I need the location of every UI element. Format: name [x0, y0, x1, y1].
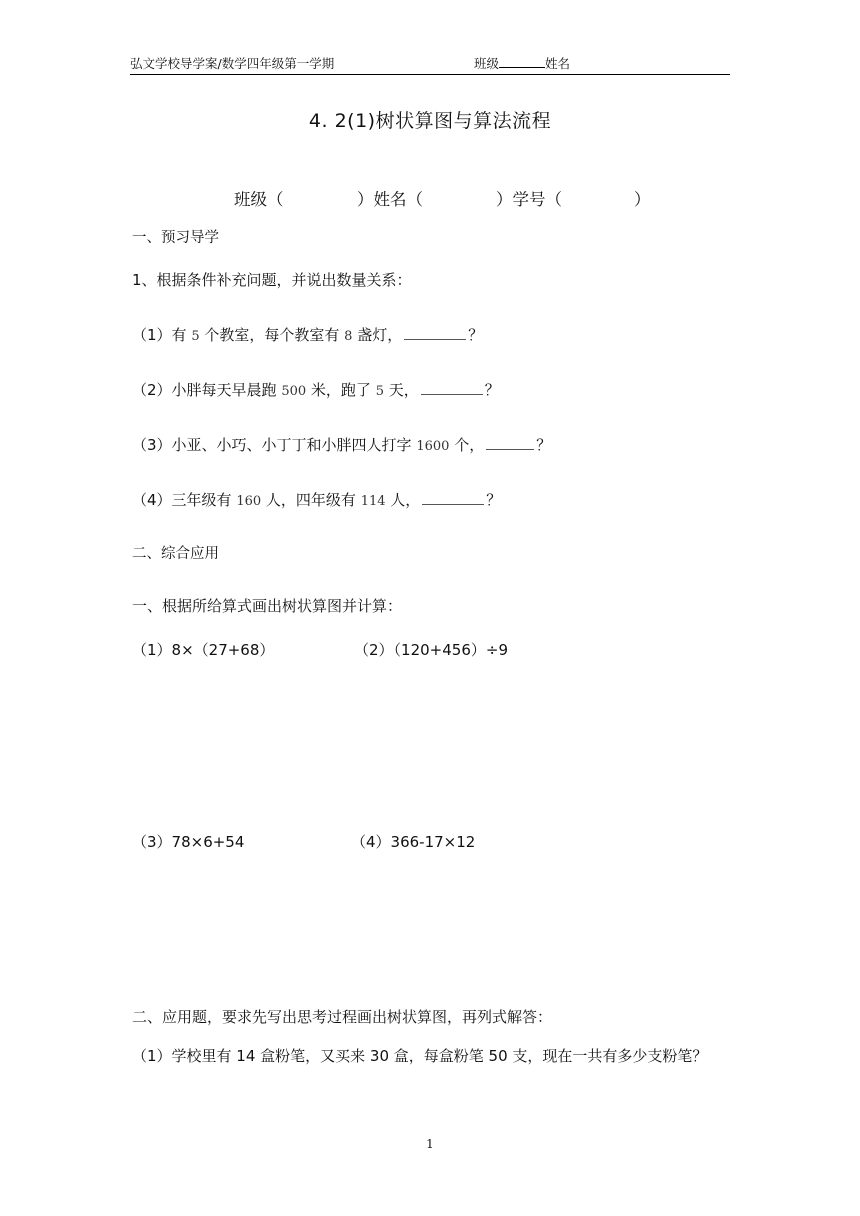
item-text: （1）有 — [132, 326, 192, 344]
item-text: ？ — [468, 326, 484, 344]
item-text: （4）三年级有 — [132, 491, 237, 509]
question-item — [132, 434, 551, 455]
answer-blank[interactable] — [421, 393, 483, 395]
item-number: 5 — [191, 329, 200, 344]
part2-heading: 二、应用题，要求先写出思考过程画出树状算图，再列式解答： — [132, 1008, 553, 1026]
item-text: 盏灯， — [352, 326, 403, 344]
item-text: 人，四年级有 — [261, 491, 361, 509]
item-text: 个， — [449, 436, 485, 454]
item-number: 114 — [360, 494, 386, 509]
part1-heading: 一、根据所给算式画出树状算图并计算： — [132, 597, 403, 615]
info-close: ） — [634, 190, 651, 209]
item-number: 500 — [281, 384, 307, 399]
item-text: ？ — [486, 491, 502, 509]
section-preview-heading: 一、预习导学 — [132, 230, 219, 246]
expression-2: （2）（120+456）÷9 — [354, 641, 508, 659]
header-class-label: 班级 — [474, 56, 500, 71]
item-number: 160 — [236, 494, 262, 509]
header-rule — [130, 74, 730, 75]
word-problem-1: （1）学校里有 14 盒粉笔，又买来 30 盒，每盒粉笔 50 支，现在一共有多少支粉笔？ — [132, 1047, 708, 1065]
answer-blank[interactable] — [422, 503, 484, 505]
item-number: 1600 — [416, 439, 450, 454]
answer-blank[interactable] — [486, 448, 534, 450]
question-1-intro: 1、根据条件补充问题，并说出数量关系： — [132, 271, 412, 289]
section-application-heading: 二、综合应用 — [132, 546, 219, 562]
item-number: 8 — [344, 329, 353, 344]
page-number: 1 — [426, 1137, 434, 1151]
item-text: ？ — [484, 381, 500, 399]
item-text: （2）小胖每天早晨跑 — [132, 381, 282, 399]
header-school-title: 弘文学校导学案/数学四年级第一学期 — [130, 56, 335, 71]
answer-blank[interactable] — [404, 338, 466, 340]
item-text: ？ — [536, 436, 552, 454]
expression-3: （3）78×6+54 — [132, 833, 245, 851]
header-class-blank[interactable] — [499, 67, 545, 68]
item-number: 5 — [375, 384, 384, 399]
expression-1: （1）8×（27+68） — [132, 641, 275, 659]
page-title: 4. 2(1)树状算图与算法流程 — [308, 110, 552, 132]
item-text: （3）小亚、小巧、小丁丁和小胖四人打字 — [132, 436, 417, 454]
question-item — [132, 379, 500, 400]
question-item — [132, 489, 501, 510]
info-number: ）学号（ — [496, 190, 562, 209]
info-name: ）姓名（ — [357, 190, 423, 209]
item-text: 天， — [383, 381, 419, 399]
item-text: 个教室，每个教室有 — [199, 326, 345, 344]
item-text: 人， — [385, 491, 421, 509]
header-class-name — [474, 54, 570, 72]
header-name-label: 姓名 — [545, 56, 571, 71]
info-class: 班级（ — [234, 190, 284, 209]
question-item — [132, 324, 483, 345]
item-text: 米，跑了 — [306, 381, 376, 399]
expression-4: （4）366-17×12 — [351, 833, 476, 851]
